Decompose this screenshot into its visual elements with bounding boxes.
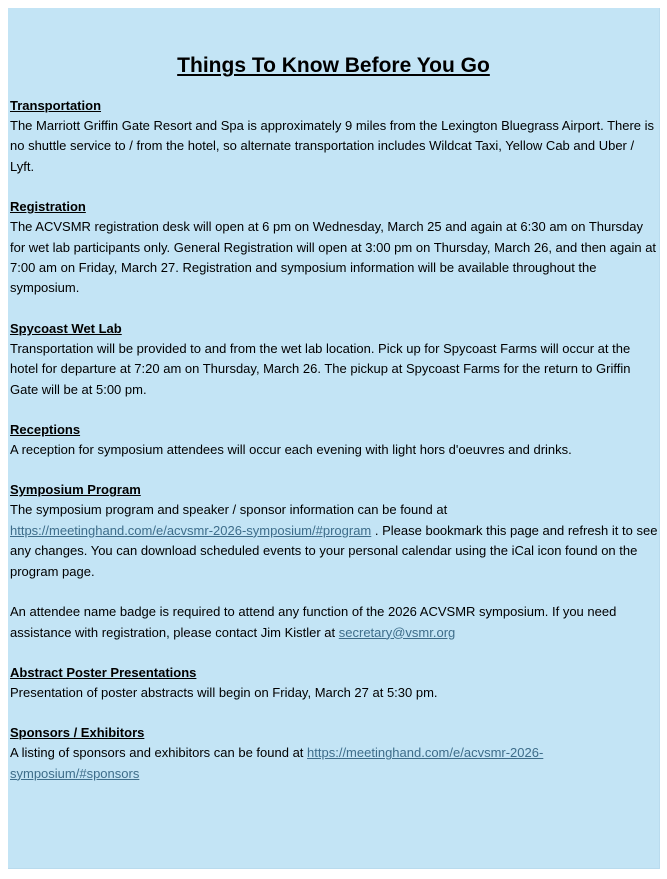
section-transportation xyxy=(10,96,658,177)
program-text-rest: . Please bookmark this page and refresh it to see any changes. You can download scheduled events to your personal calendar using the iCal icon found on the program page. xyxy=(10,522,658,579)
badge-text-body: An attendee name badge is required to attend any function of the 2026 ACVSMR symposium. If you need assistance with registration, please contact Jim Kistler at xyxy=(10,604,617,640)
program-heading: Symposium Program xyxy=(10,482,141,498)
section-badge xyxy=(10,602,658,643)
contact-email-link[interactable]: secretary@vsmr.org xyxy=(338,624,456,640)
section-receptions xyxy=(10,420,658,460)
section-posters xyxy=(10,663,658,703)
wet-lab-text: Transportation will be provided to and from the wet lab location. Pick up for Spycoast Farms will occur at the hotel for departure at 7:20 am on Thursday, March 26. The pickup at Spycoast Farms for the return to Griffin Gate will be at 5:00 pm. xyxy=(10,340,631,397)
registration-heading: Registration xyxy=(10,199,86,215)
info-panel xyxy=(8,8,660,869)
posters-text: Presentation of poster abstracts will begin on Friday, March 27 at 5:30 pm. xyxy=(10,684,438,700)
program-text xyxy=(10,500,658,582)
section-program xyxy=(10,480,658,582)
sponsors-link[interactable]: https://meetinghand.com/e/acvsmr-2026-symposium/#sponsors xyxy=(10,745,544,781)
section-wet-lab xyxy=(10,319,658,400)
page-title: Things To Know Before You Go xyxy=(177,54,490,77)
program-link[interactable]: https://meetinghand.com/e/acvsmr-2026-symposium/#program xyxy=(10,522,372,538)
receptions-text: A reception for symposium attendees will occur each evening with light hors d'oeuvres and drinks. xyxy=(10,442,572,458)
badge-text xyxy=(10,602,658,643)
section-registration xyxy=(10,197,658,299)
section-sponsors xyxy=(10,723,658,784)
registration-text: The ACVSMR registration desk will open at 6 pm on Wednesday, March 25 and again at 6:30 am on Thursday for wet lab participants only. General Registration will open at 3:00 pm on Thursday, March 26, and then again at 7:00 am on Friday, March 27. Registration and symposium information will be available throughout the symposium. xyxy=(10,219,657,296)
sponsors-text-body: A listing of sponsors and exhibitors can be found at xyxy=(10,745,308,761)
sponsors-heading: Sponsors / Exhibitors xyxy=(10,725,145,741)
sponsors-text xyxy=(10,743,658,784)
program-text-intro: The symposium program and speaker / sponsor information can be found at xyxy=(10,502,448,518)
transportation-text: The Marriott Griffin Gate Resort and Spa is approximately 9 miles from the Lexington Bluegrass Airport. There is no shuttle service to / from the hotel, so alternate transportation includes Wildcat Taxi, Yellow Cab and Uber / Lyft. xyxy=(10,118,655,174)
transportation-heading: Transportation xyxy=(10,98,102,113)
receptions-heading: Receptions xyxy=(10,422,81,438)
posters-heading: Abstract Poster Presentations xyxy=(10,664,197,680)
wet-lab-heading: Spycoast Wet Lab xyxy=(10,320,122,336)
content-body xyxy=(10,96,658,784)
